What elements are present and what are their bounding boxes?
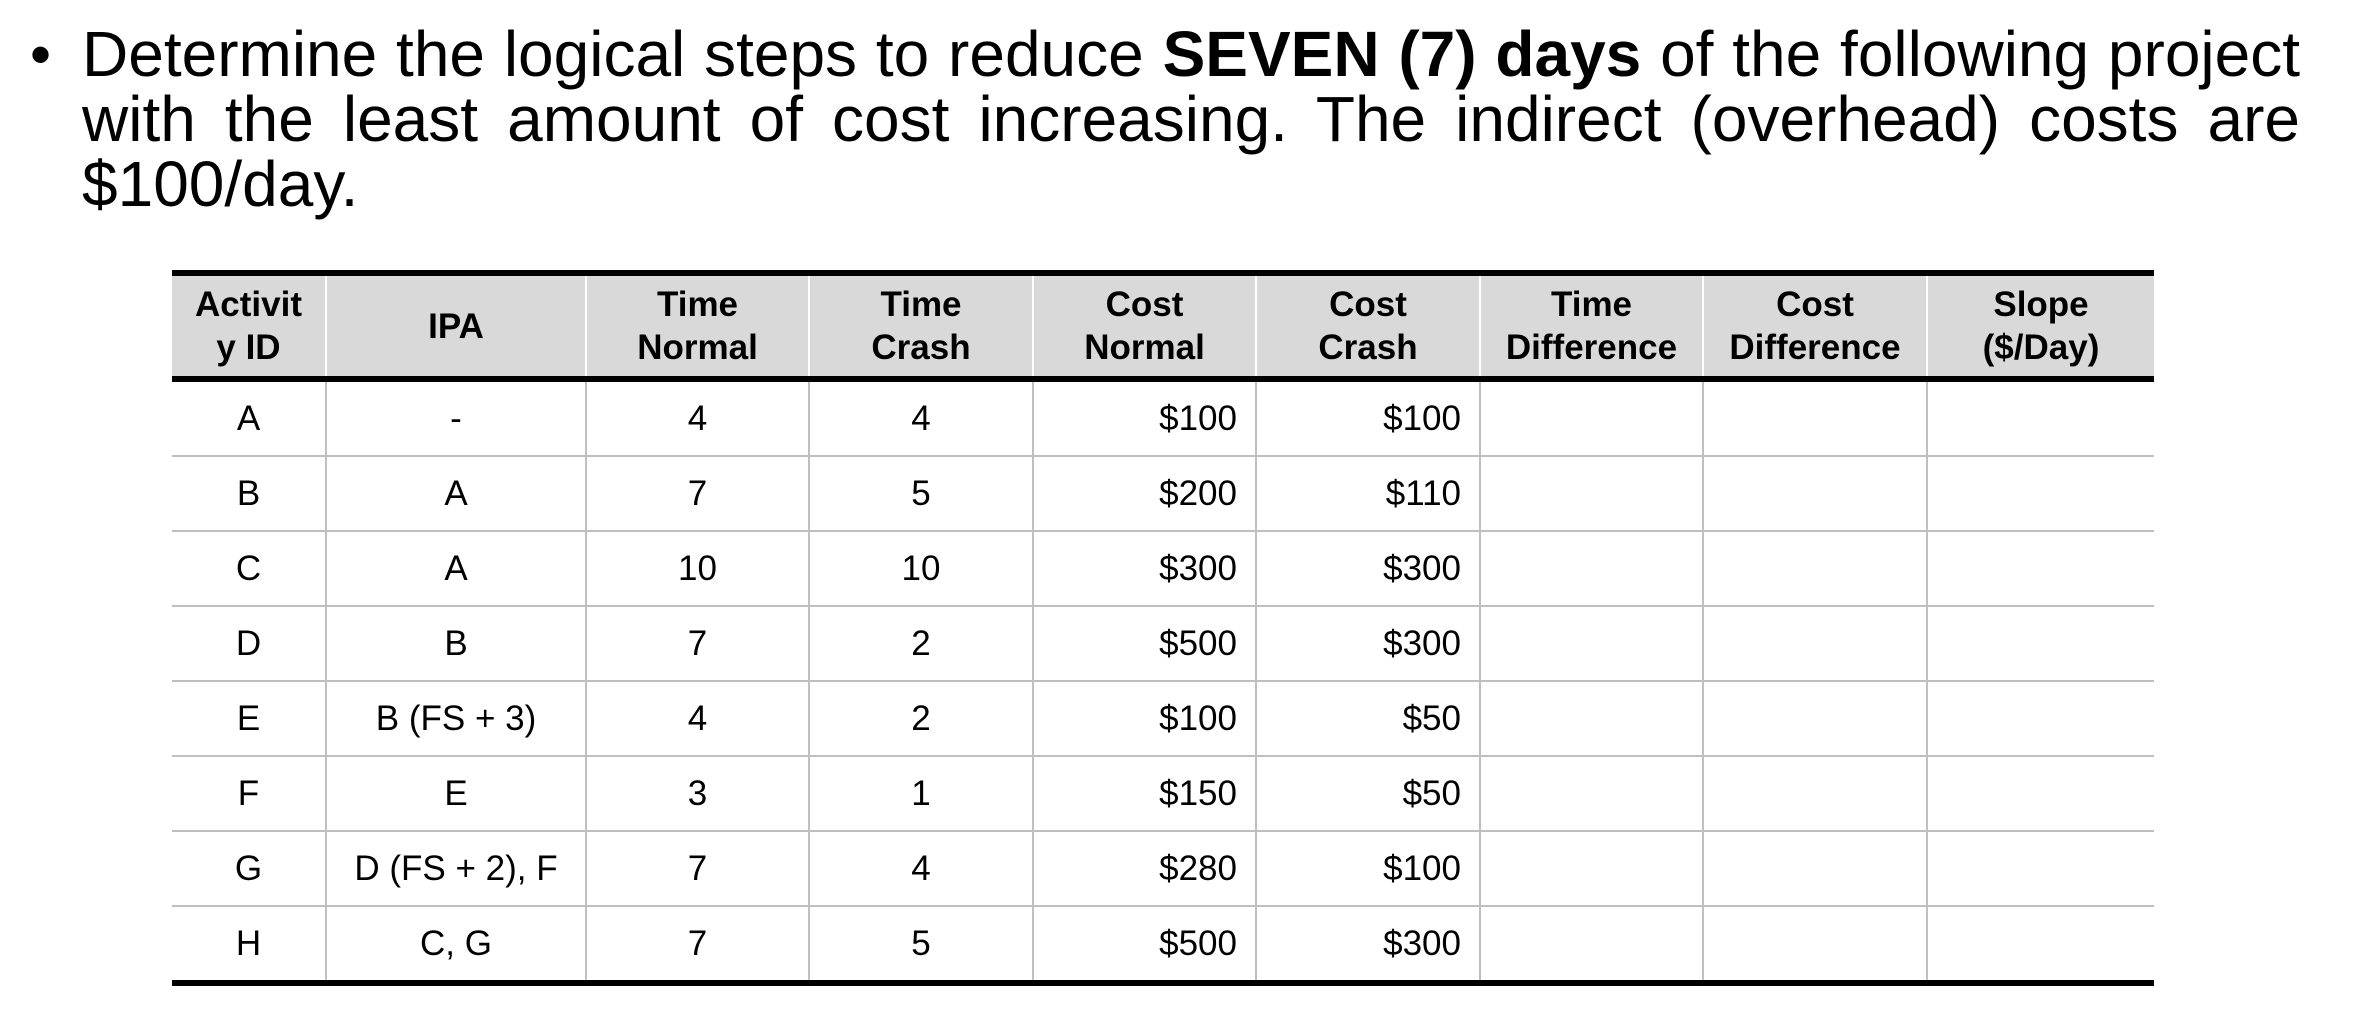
cell-activity-id: D <box>172 606 326 681</box>
cell-time-crash: 10 <box>809 531 1033 606</box>
header-activity-id: Activit y ID <box>172 273 326 379</box>
cell-cost-difference <box>1703 756 1927 831</box>
cell-ipa: E <box>326 756 586 831</box>
cell-slope <box>1927 906 2154 983</box>
cell-cost-crash: $300 <box>1256 606 1480 681</box>
table-row <box>172 606 2154 681</box>
cell-cost-difference <box>1703 606 1927 681</box>
header-time-normal: Time Normal <box>586 273 809 379</box>
table-row <box>172 531 2154 606</box>
cell-activity-id: B <box>172 456 326 531</box>
cell-time-crash: 5 <box>809 456 1033 531</box>
table-row <box>172 379 2154 456</box>
header-cost-crash: Cost Crash <box>1256 273 1480 379</box>
cell-time-normal: 7 <box>586 456 809 531</box>
cell-slope <box>1927 379 2154 456</box>
cell-cost-normal: $150 <box>1033 756 1256 831</box>
cell-cost-crash: $300 <box>1256 906 1480 983</box>
cell-activity-id: H <box>172 906 326 983</box>
cell-time-normal: 3 <box>586 756 809 831</box>
cell-time-normal: 4 <box>586 681 809 756</box>
header-slope: Slope ($/Day) <box>1927 273 2154 379</box>
cell-time-difference <box>1480 606 1703 681</box>
table-row <box>172 906 2154 983</box>
cell-cost-normal: $100 <box>1033 681 1256 756</box>
question-text-bold: SEVEN (7) days <box>1162 18 1642 90</box>
question-text-after: of the following project with the least amount of cost increasing. The indirect (overhead) costs are $100/day. <box>82 18 2301 220</box>
cell-time-crash: 2 <box>809 681 1033 756</box>
cell-cost-difference <box>1703 906 1927 983</box>
cell-time-difference <box>1480 456 1703 531</box>
table-row <box>172 756 2154 831</box>
cell-activity-id: A <box>172 379 326 456</box>
cell-cost-normal: $280 <box>1033 831 1256 906</box>
cell-activity-id: C <box>172 531 326 606</box>
cell-time-crash: 4 <box>809 379 1033 456</box>
cell-time-difference <box>1480 379 1703 456</box>
cell-cost-crash: $50 <box>1256 756 1480 831</box>
cell-cost-difference <box>1703 379 1927 456</box>
cell-slope <box>1927 456 2154 531</box>
cell-slope <box>1927 831 2154 906</box>
crashing-table-container <box>172 270 2154 986</box>
table-body <box>172 379 2154 983</box>
cell-cost-normal: $500 <box>1033 906 1256 983</box>
cell-cost-normal: $300 <box>1033 531 1256 606</box>
cell-time-normal: 7 <box>586 906 809 983</box>
cell-time-difference <box>1480 681 1703 756</box>
cell-ipa: B (FS + 3) <box>326 681 586 756</box>
cell-time-normal: 7 <box>586 831 809 906</box>
bullet-point: • <box>30 21 52 88</box>
cell-cost-crash: $100 <box>1256 379 1480 456</box>
table-row <box>172 681 2154 756</box>
cell-time-difference <box>1480 831 1703 906</box>
question-text <box>82 18 2301 220</box>
cell-cost-normal: $500 <box>1033 606 1256 681</box>
cell-cost-crash: $50 <box>1256 681 1480 756</box>
cell-cost-normal: $100 <box>1033 379 1256 456</box>
cell-time-difference <box>1480 906 1703 983</box>
cell-ipa: - <box>326 379 586 456</box>
cell-time-crash: 5 <box>809 906 1033 983</box>
cell-time-crash: 2 <box>809 606 1033 681</box>
cell-activity-id: G <box>172 831 326 906</box>
header-time-crash: Time Crash <box>809 273 1033 379</box>
header-ipa: IPA <box>326 273 586 379</box>
cell-time-normal: 10 <box>586 531 809 606</box>
cell-cost-difference <box>1703 681 1927 756</box>
cell-time-crash: 1 <box>809 756 1033 831</box>
cell-cost-crash: $300 <box>1256 531 1480 606</box>
header-cost-normal: Cost Normal <box>1033 273 1256 379</box>
cell-ipa: A <box>326 531 586 606</box>
cell-cost-crash: $110 <box>1256 456 1480 531</box>
table-row <box>172 456 2154 531</box>
cell-time-difference <box>1480 531 1703 606</box>
cell-cost-normal: $200 <box>1033 456 1256 531</box>
cell-activity-id: F <box>172 756 326 831</box>
cell-time-difference <box>1480 756 1703 831</box>
header-cost-difference: Cost Difference <box>1703 273 1927 379</box>
cell-ipa: A <box>326 456 586 531</box>
cell-cost-difference <box>1703 456 1927 531</box>
cell-time-normal: 7 <box>586 606 809 681</box>
table-row <box>172 831 2154 906</box>
cell-ipa: C, G <box>326 906 586 983</box>
cell-slope <box>1927 681 2154 756</box>
cell-slope <box>1927 606 2154 681</box>
cell-time-crash: 4 <box>809 831 1033 906</box>
cell-cost-difference <box>1703 831 1927 906</box>
cell-time-normal: 4 <box>586 379 809 456</box>
cell-activity-id: E <box>172 681 326 756</box>
table-header-row <box>172 273 2154 379</box>
question-paragraph <box>30 18 2301 220</box>
cell-cost-difference <box>1703 531 1927 606</box>
cell-ipa: B <box>326 606 586 681</box>
crashing-table <box>172 270 2154 986</box>
cell-slope <box>1927 756 2154 831</box>
cell-ipa: D (FS + 2), F <box>326 831 586 906</box>
question-text-before: Determine the logical steps to reduce <box>82 18 1163 90</box>
cell-slope <box>1927 531 2154 606</box>
cell-cost-crash: $100 <box>1256 831 1480 906</box>
header-time-difference: Time Difference <box>1480 273 1703 379</box>
